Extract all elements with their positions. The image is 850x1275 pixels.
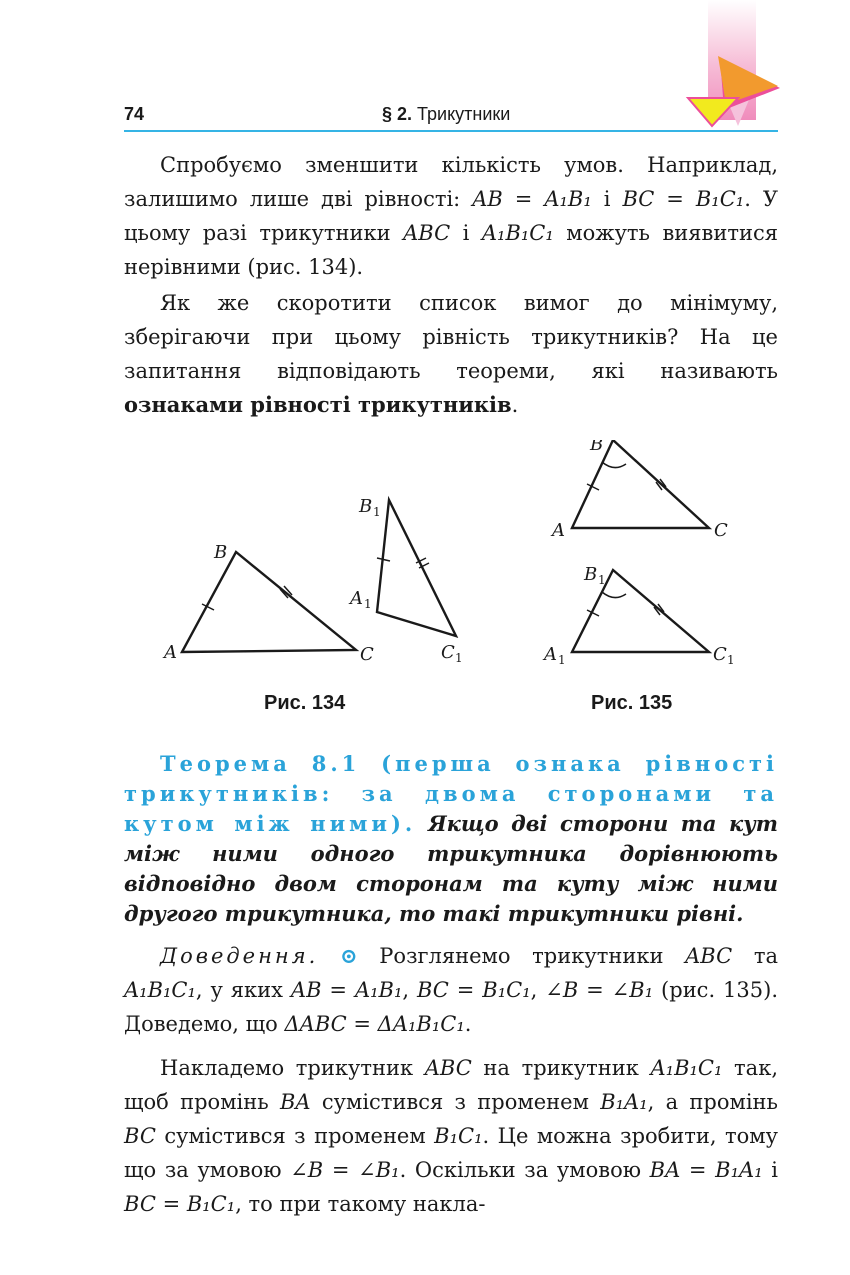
proof-start-icon: ⊙ [340,943,358,968]
svg-text:1: 1 [558,653,566,667]
fig135-label-b: B [590,440,604,455]
svg-text:1: 1 [455,651,463,665]
fig134-label-a1: A [350,588,363,609]
figures-block [124,440,778,745]
section-title: § 2. Трикутники [382,104,511,124]
paragraph-1: Спробуємо зменшити кількість умов. Наприклад, залишимо лише дві рівності: AB = A₁B₁ і BC = B₁C₁. У цьому разі трикутники ABC і A₁B₁C₁ можуть виявитися нерівними (рис. 134). [124,153,779,279]
fig134-label-b: B [214,542,228,563]
fig135-label-a1: A [544,644,557,665]
fig134-label-c: C [360,644,374,665]
svg-text:1: 1 [727,653,735,667]
paragraph-3: Накладемо трикутник ABC на трикутник A₁B₁C₁ так, щоб промінь BA сумістився з променем B₁A₁, а промінь BC сумістився з променем B₁C₁. Це можна зробити, тому що за умовою ∠B = ∠B₁. Оскільки за умовою BA = B₁A₁ і BC = B₁C₁, то при такому накла- [124,1056,778,1216]
page-content [124,148,778,1221]
fig135-label-b1: B [584,564,598,585]
paragraph-2: Як же скоротити список вимог до мінімуму, зберігаючи при цьому рівність трикутників? На це запитання відповідають теореми, які називають ознаками рівності трикутників. [124,291,778,417]
fig134-caption: Рис. 134 [264,692,346,714]
proof-paragraph: Доведення. ⊙ Розглянемо трикутники ABC та A₁B₁C₁, у яких AB = A₁B₁, BC = B₁C₁, ∠B = ∠B₁ (рис. 135). Доведемо, що ΔABC = ΔA₁B₁C₁. [124,943,778,1036]
fig135-label-c: C [714,520,728,541]
fig134-triangle-abc [182,552,356,652]
svg-text:1: 1 [598,573,606,587]
fig135-caption: Рис. 135 [591,692,673,714]
triangle-figures [124,440,778,700]
fig134-label-c1: C [441,642,455,663]
theorem-heading: Теорема 8.1 (перша ознака рівності трикутників: за двома сторонами та кутом між ними). [124,751,778,836]
page-number: 74 [124,104,145,124]
fig134-triangle-a1b1c1 [377,500,456,636]
theorem-8-1 [124,749,778,929]
fig135-label-c1: C [713,644,727,665]
svg-text:1: 1 [364,597,372,611]
page-header [124,96,778,132]
fig134-label-a: A [164,642,177,663]
svg-text:1: 1 [373,505,381,519]
fig134-label-b1: B [359,496,373,517]
proof-label: Доведення. [160,944,319,968]
theorem-statement: Якщо дві сторони та кут між ними одного трикутника дорівнюють відповідно двом сторонам та куту між ними другого трикутника, то такі трикутники рівні. [124,811,778,926]
fig135-label-a: A [552,520,565,541]
